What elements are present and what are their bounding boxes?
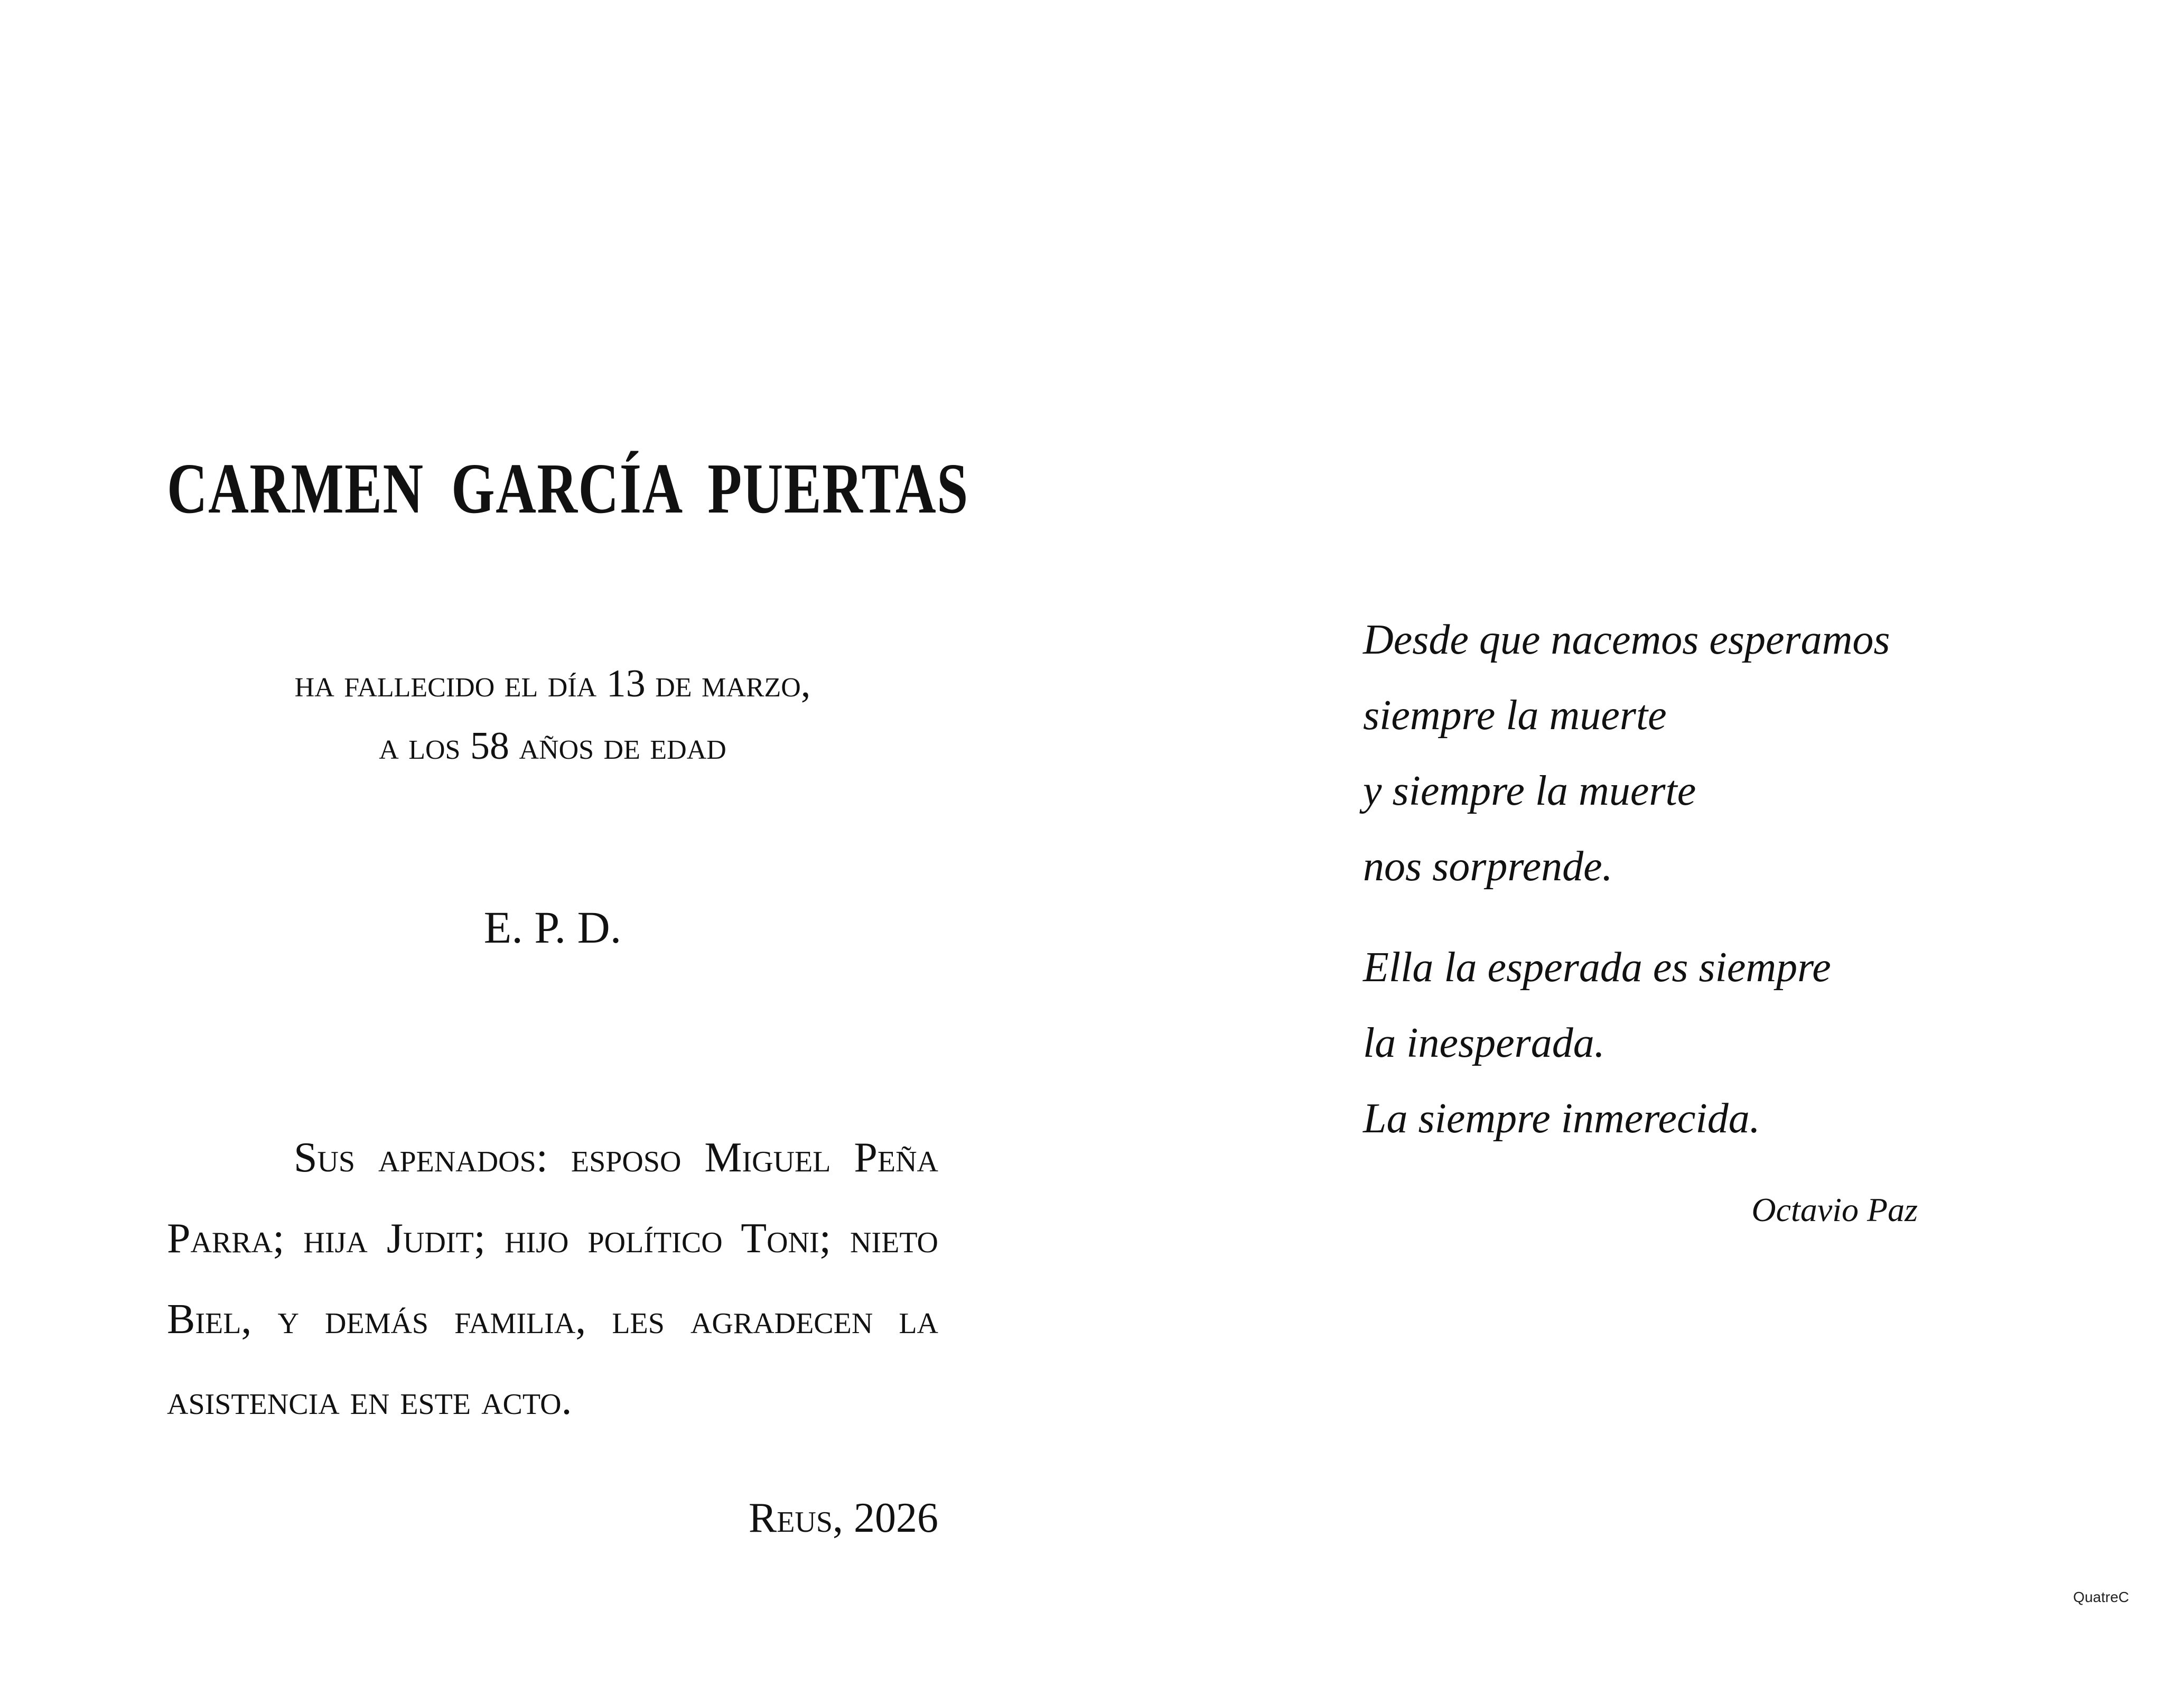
- poem-stanza: [1363, 930, 1944, 1157]
- deceased-name: CARMEN GARCÍA PUERTAS: [167, 449, 969, 528]
- family-notice: Sus apenados: esposo Miguel Peña Parra; hija Judit; hijo político Toni; nieto Biel, y demás familia, les agradecen la asistencia en este acto.: [167, 1134, 938, 1423]
- poem-verse: Ella la esperada es siempre: [1363, 944, 1831, 991]
- poem-author: Octavio Paz: [1751, 1191, 1918, 1228]
- poem-verse: La siempre inmerecida.: [1363, 1095, 1760, 1142]
- poem-verse: Desde que nacemos esperamos: [1363, 617, 1890, 663]
- poem-verse: y siempre la muerte: [1363, 768, 1696, 814]
- poem: [1363, 602, 1944, 1157]
- poem-verse: nos sorprende.: [1363, 843, 1613, 890]
- place-year: Reus, 2026: [748, 1495, 938, 1541]
- poem-verse: la inesperada.: [1363, 1020, 1605, 1066]
- rip-abbreviation: E. P. D.: [483, 902, 622, 953]
- printer-mark: QuatreC: [2073, 1589, 2129, 1605]
- age-line: a los 58 años de edad: [379, 724, 726, 768]
- poem-stanza: [1363, 602, 1944, 905]
- death-date-line: ha fallecido el día 13 de marzo,: [294, 662, 811, 705]
- poem-verse: siempre la muerte: [1363, 692, 1667, 739]
- death-info: [167, 653, 938, 777]
